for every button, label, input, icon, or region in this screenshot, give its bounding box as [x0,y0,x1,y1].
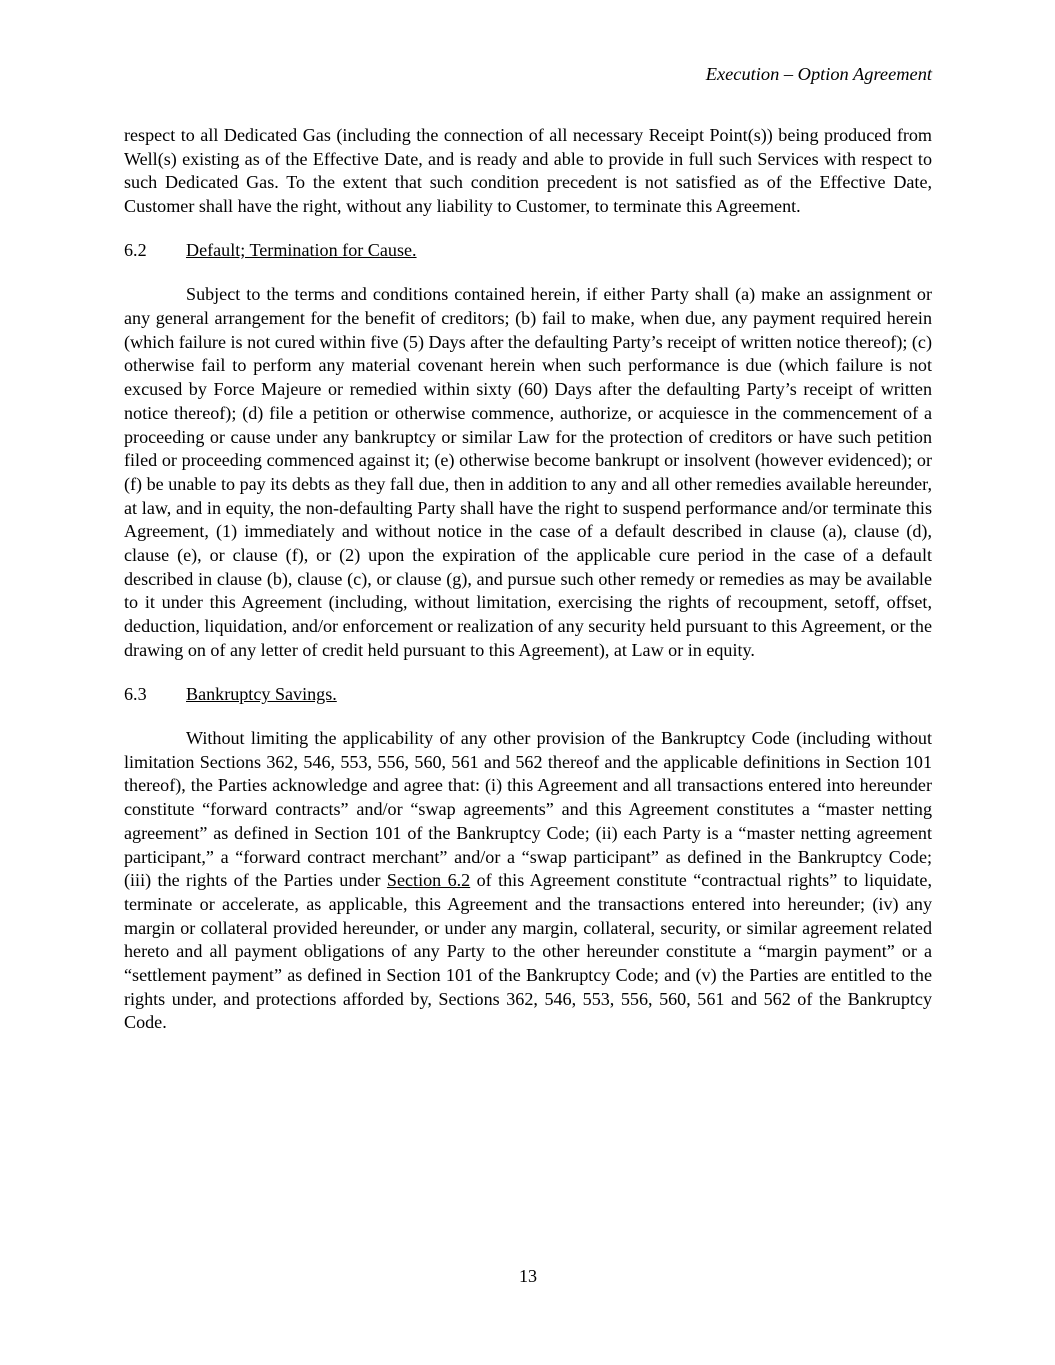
continuation-paragraph: respect to all Dedicated Gas (including the connection of all necessary Receipt Point(s)) being produced from Well(s) existing as of the Effective Date, and is ready and able to provide in full such Services with respect to such Dedicated Gas. To the extent that such condition precedent is not satisfied as of the Effective Date, Customer shall have the right, without any liability to Customer, to terminate this Agreement. [124,125,932,217]
page-number: 13 [518,1266,538,1286]
section-heading-6-3 [124,683,932,707]
section-title: Bankruptcy Savings. [186,683,337,704]
section-cross-reference: Section 6.2 [386,870,471,891]
section-number: 6.2 [124,240,147,261]
document-page [124,0,932,1365]
section-heading-6-2 [124,239,932,263]
document-body [124,124,932,1056]
section-title: Default; Termination for Cause. [186,240,417,261]
section-number: 6.3 [124,683,147,704]
section-6-2-paragraph: Subject to the terms and conditions contained herein, if either Party shall (a) make an assignment or any general arrangement for the benefit of creditors; (b) fail to make, when due, any payment required herein (which failure is not cured within five (5) Days after the defaulting Party’s receipt of written notice thereof); (c) otherwise fail to perform any material covenant herein when such performance is due (which failure is not excused by Force Majeure or remedied within sixty (60) Days after the defaulting Party’s receipt of written notice thereof); (d) file a petition or otherwise commence, authorize, or acquiesce in the commencement of a proceeding or cause under any bankruptcy or similar Law for the protection of creditors or have such petition filed or proceeding commenced against it; (e) otherwise become bankrupt or insolvent (however evidenced); or (f) be unable to pay its debts as they fall due, then in addition to any and all other remedies available hereunder, at law, and in equity, the non-defaulting Party shall have the right to suspend performance and/or terminate this Agreement, (1) immediately and without notice in the case of a default described in clause (a), clause (d), clause (e), or clause (f), or (2) upon the expiration of the applicable cure period in the case of a default described in clause (b), clause (c), or clause (g), and pursue such other remedy or remedies as may be available to it under this Agreement (including, without limitation, exercising the rights of recoupment, setoff, offset, deduction, liquidation, and/or enforcement or realization of any security held pursuant to this Agreement, or the drawing on of any letter of credit held pursuant to this Agreement), at Law or in equity. [124,284,932,660]
paragraph-text: Without limiting the applicability of any other provision of the Bankruptcy Code (including without limitation Sections 362, 546, 553, 556, 560, 561 and 562 thereof and the applicable definitions in Section 101 thereof), the Parties acknowledge and agree that: (i) this Agreement and all transactions entered into hereunder constitute “forward contracts” and/or “swap agreements” and this Agreement constitutes a “master netting agreement” as defined in Section 101 of the Bankruptcy Code; (ii) each Party is a “master netting agreement participant,” a “forward contract merchant” and/or a “swap participant” as defined in the Bankruptcy Code; (iii) the rights of the Parties under [124,728,932,891]
page-header: Execution – Option Agreement [705,64,932,84]
section-6-3-paragraph [124,727,932,1035]
paragraph-text: of this Agreement constitute “contractual rights” to liquidate, terminate or accelerate, as applicable, this Agreement and the transactions entered into hereunder; (iv) any margin or collateral provided hereunder, or under any margin, collateral, security, or similar agreement related hereto and all payment obligations of any Party to the other hereunder constitute a “margin payment” or a “settlement payment” as defined in Section 101 of the Bankruptcy Code; and (v) the Parties are entitled to the rights under, and protections afforded by, Sections 362, 546, 553, 556, 560, 561 and 562 of the Bankruptcy Code. [124,870,932,1033]
